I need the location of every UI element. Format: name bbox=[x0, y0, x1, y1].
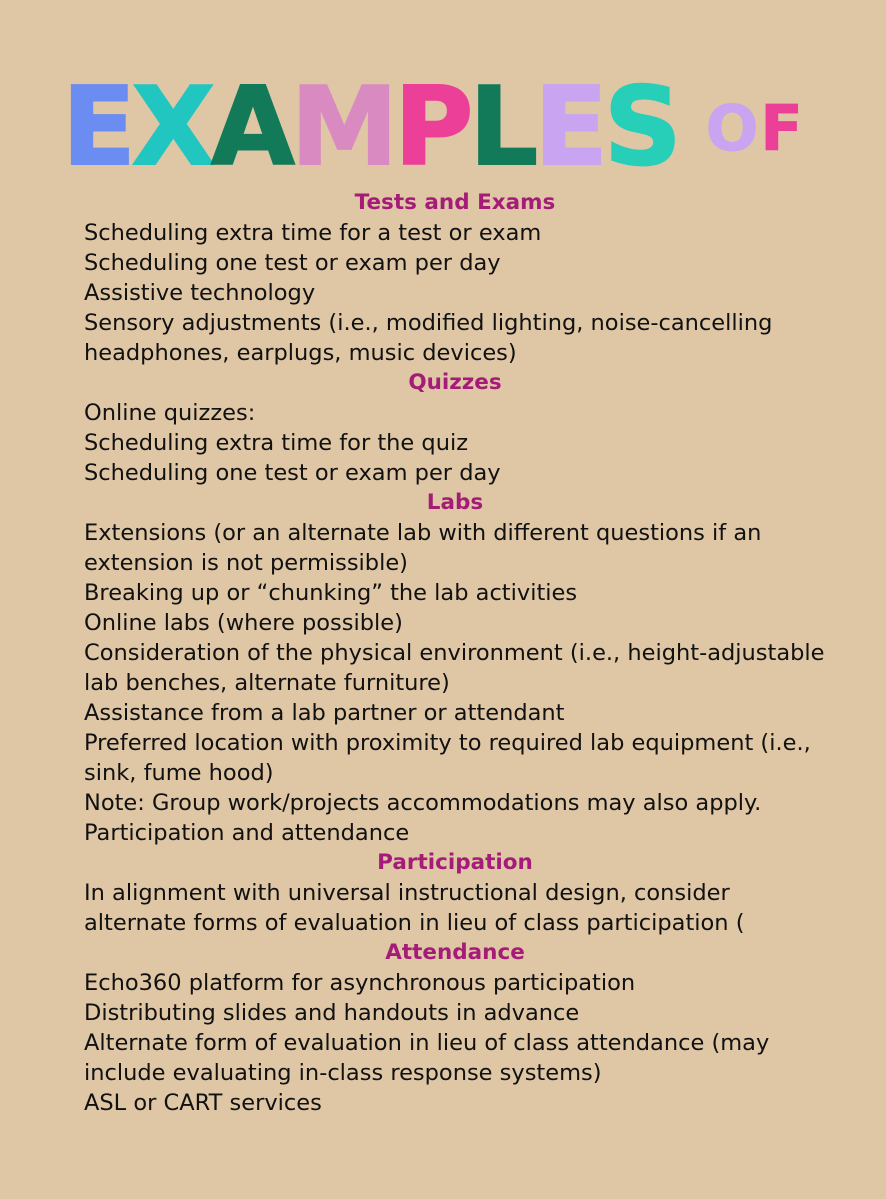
list-item: Distributing slides and handouts in advance bbox=[84, 1000, 580, 1026]
page-title bbox=[62, 62, 803, 190]
section-heading: Quizzes bbox=[408, 370, 502, 395]
content bbox=[84, 188, 844, 1118]
list-item: sink, fume hood) bbox=[84, 760, 274, 786]
list-item: alternate forms of evaluation in lieu of class participation ( bbox=[84, 910, 745, 936]
list-item: extension is not permissible) bbox=[84, 550, 408, 576]
list-item: Breaking up or “chunking” the lab activities bbox=[84, 580, 578, 606]
list-item: Online quizzes: bbox=[84, 400, 256, 426]
title-letter: S bbox=[603, 65, 678, 190]
list-item: Preferred location with proximity to required lab equipment (i.e., bbox=[84, 730, 811, 756]
list-item: Scheduling extra time for the quiz bbox=[84, 430, 469, 456]
list-item: Scheduling one test or exam per day bbox=[84, 250, 501, 276]
list-item: Extensions (or an alternate lab with different questions if an bbox=[84, 520, 762, 546]
list-item: headphones, earplugs, music devices) bbox=[84, 340, 517, 366]
title-letter: X bbox=[131, 65, 212, 190]
section-heading: Tests and Exams bbox=[354, 190, 556, 215]
title-letter: L bbox=[469, 65, 535, 190]
list-item: Participation and attendance bbox=[84, 820, 410, 846]
title-suffix-letter: F bbox=[760, 92, 803, 165]
list-item: lab benches, alternate furniture) bbox=[84, 670, 450, 696]
title-letter: P bbox=[394, 65, 470, 190]
list-item: Sensory adjustments (i.e., modified lighting, noise-cancelling bbox=[84, 310, 773, 336]
list-item: Assistance from a lab partner or attendant bbox=[84, 700, 565, 726]
title-letter: A bbox=[211, 65, 291, 190]
title-letter: E bbox=[534, 65, 604, 190]
list-item: Consideration of the physical environment (i.e., height-adjustable bbox=[84, 640, 825, 666]
list-item: Online labs (where possible) bbox=[84, 610, 403, 636]
list-item: Note: Group work/projects accommodations may also apply. bbox=[84, 790, 762, 816]
title-letter: E bbox=[62, 65, 132, 190]
list-item: Scheduling one test or exam per day bbox=[84, 460, 501, 486]
list-item: include evaluating in-class response systems) bbox=[84, 1060, 602, 1086]
list-item: Alternate form of evaluation in lieu of class attendance (may bbox=[84, 1030, 770, 1056]
section-heading: Labs bbox=[426, 490, 484, 515]
title-letter: M bbox=[290, 65, 395, 190]
list-item: ASL or CART services bbox=[84, 1090, 322, 1116]
list-item: Echo360 platform for asynchronous participation bbox=[84, 970, 636, 996]
list-item: Assistive technology bbox=[84, 280, 316, 306]
list-item: In alignment with universal instructional design, consider bbox=[84, 880, 730, 906]
list-item: Scheduling extra time for a test or exam bbox=[84, 220, 542, 246]
section-heading: Participation bbox=[377, 850, 533, 875]
section-heading: Attendance bbox=[385, 940, 525, 965]
title-suffix-letter: O bbox=[705, 92, 759, 165]
